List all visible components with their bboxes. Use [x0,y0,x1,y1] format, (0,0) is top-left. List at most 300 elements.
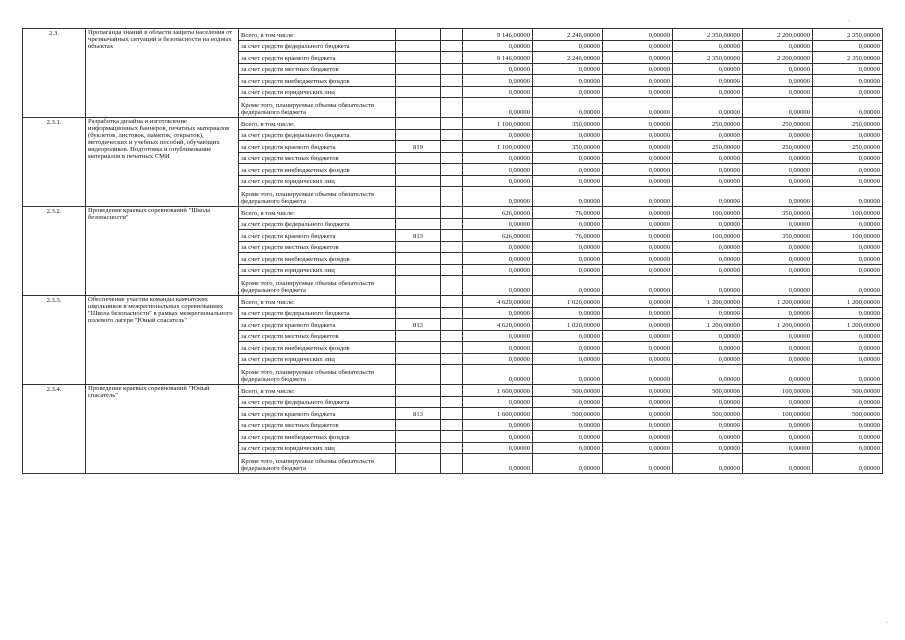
amount-cell: 2 350,00000 [673,29,743,41]
amount-cell: 2 350,00000 [813,52,883,64]
empty-cell [441,52,463,64]
funding-source-label: за счет средств внебюджетных фондов [239,164,396,176]
amount-cell: 1 200,00000 [673,296,743,308]
item-name: Проведение краевых соревнований "Школа безопасности" [86,207,239,296]
amount-cell: 350,00000 [743,207,813,219]
amount-cell: 0,00000 [743,241,813,253]
amount-cell: 0,00000 [673,264,743,276]
funding-source-label: за счет средств внебюджетных фондов [239,75,396,87]
department-code: 813 [396,408,441,420]
funding-source-label: Всего, в том числе: [239,385,396,397]
amount-cell: 0,00000 [603,29,673,41]
amount-cell: 0,00000 [813,442,883,454]
amount-cell: 0,00000 [813,187,883,207]
amount-cell: 0,00000 [533,218,603,230]
amount-cell: 0,00000 [673,330,743,342]
amount-cell: 0,00000 [743,253,813,265]
funding-source-label: за счет средств юридических лиц [239,175,396,187]
table-row [23,207,883,219]
empty-cell [441,454,463,474]
amount-cell: 0,00000 [463,40,533,52]
amount-cell: 0,00000 [533,175,603,187]
amount-cell: 0,00000 [673,75,743,87]
amount-cell: 0,00000 [673,175,743,187]
amount-cell: 0,00000 [743,40,813,52]
amount-cell: 2 200,00000 [743,29,813,41]
amount-cell: 350,00000 [533,118,603,130]
amount-cell: 1 600,00000 [463,385,533,397]
amount-cell: 2 200,00000 [743,52,813,64]
amount-cell: 0,00000 [463,241,533,253]
amount-cell: 0,00000 [673,187,743,207]
amount-cell: 0,00000 [813,419,883,431]
table-row [23,385,883,397]
empty-cell [441,218,463,230]
amount-cell: 100,00000 [743,385,813,397]
funding-source-label: за счет средств местных бюджетов [239,152,396,164]
amount-cell: 100,00000 [673,230,743,242]
amount-cell: 0,00000 [603,152,673,164]
amount-cell: 100,00000 [813,230,883,242]
empty-cell [441,307,463,319]
amount-cell: 0,00000 [533,253,603,265]
amount-cell: 626,00000 [463,207,533,219]
funding-source-label: за счет средств местных бюджетов [239,241,396,253]
amount-cell: 0,00000 [533,454,603,474]
amount-cell: 0,00000 [603,230,673,242]
department-code [396,353,441,365]
amount-cell: 0,00000 [743,353,813,365]
amount-cell: 0,00000 [813,307,883,319]
amount-cell: 0,00000 [603,353,673,365]
department-code [396,75,441,87]
empty-cell [441,75,463,87]
amount-cell: 0,00000 [603,118,673,130]
amount-cell: 0,00000 [813,253,883,265]
table-row [23,296,883,308]
item-name: Проведение краевых соревнований "Юный спасатель" [86,385,239,474]
amount-cell: 0,00000 [603,75,673,87]
amount-cell: 0,00000 [673,276,743,296]
amount-cell: 0,00000 [603,187,673,207]
amount-cell: 0,00000 [463,264,533,276]
amount-cell: 100,00000 [813,207,883,219]
empty-cell [441,353,463,365]
item-number: 2.3.3. [23,296,86,385]
amount-cell: 0,00000 [743,330,813,342]
amount-cell: 9 146,00000 [463,52,533,64]
amount-cell: 0,00000 [533,164,603,176]
amount-cell: 0,00000 [533,63,603,75]
budget-document [22,28,883,474]
empty-cell [441,276,463,296]
amount-cell: 0,00000 [603,207,673,219]
funding-source-label: за счет средств внебюджетных фондов [239,253,396,265]
amount-cell: 0,00000 [603,419,673,431]
amount-cell: 0,00000 [673,342,743,354]
empty-cell [441,207,463,219]
amount-cell: 0,00000 [533,152,603,164]
amount-cell: 100,00000 [673,207,743,219]
empty-cell [441,141,463,153]
budget-table [22,28,883,474]
amount-cell: 2 246,00000 [533,52,603,64]
amount-cell: 4 620,00000 [463,319,533,331]
amount-cell: 0,00000 [743,431,813,443]
amount-cell: 1 020,00000 [533,296,603,308]
amount-cell: 500,00000 [813,385,883,397]
amount-cell: 0,00000 [603,175,673,187]
amount-cell: 0,00000 [533,86,603,98]
amount-cell: 0,00000 [603,385,673,397]
amount-cell: 0,00000 [743,365,813,385]
department-code [396,63,441,75]
amount-cell: 250,00000 [673,141,743,153]
amount-cell: 0,00000 [673,40,743,52]
amount-cell: 0,00000 [533,353,603,365]
empty-cell [441,442,463,454]
amount-cell: 0,00000 [463,187,533,207]
amount-cell: 250,00000 [813,118,883,130]
funding-source-label: Кроме того, планируемые объемы обязательств федерального бюджета [239,276,396,296]
empty-cell [441,431,463,443]
department-code [396,175,441,187]
amount-cell: 0,00000 [743,218,813,230]
amount-cell: 0,00000 [463,330,533,342]
empty-cell [441,330,463,342]
empty-cell [441,342,463,354]
amount-cell: 0,00000 [603,52,673,64]
department-code [396,52,441,64]
department-code [396,342,441,354]
amount-cell: 0,00000 [533,431,603,443]
amount-cell: 0,00000 [533,40,603,52]
amount-cell: 0,00000 [743,175,813,187]
funding-source-label: Всего, в том числе: [239,296,396,308]
amount-cell: 0,00000 [463,63,533,75]
amount-cell: 0,00000 [603,40,673,52]
amount-cell: 0,00000 [673,396,743,408]
amount-cell: 0,00000 [743,442,813,454]
empty-cell [441,241,463,253]
department-code [396,365,441,385]
funding-source-label: за счет средств федерального бюджета [239,129,396,141]
amount-cell: 0,00000 [813,98,883,118]
empty-cell [441,86,463,98]
amount-cell: 0,00000 [813,175,883,187]
amount-cell: 76,00000 [533,230,603,242]
department-code [396,276,441,296]
amount-cell: 0,00000 [603,241,673,253]
amount-cell: 0,00000 [813,241,883,253]
amount-cell: 0,00000 [743,342,813,354]
amount-cell: 0,00000 [743,419,813,431]
amount-cell: 250,00000 [743,141,813,153]
empty-cell [441,396,463,408]
department-code [396,164,441,176]
amount-cell: 0,00000 [813,218,883,230]
amount-cell: 0,00000 [813,129,883,141]
amount-cell: 0,00000 [463,152,533,164]
amount-cell: 0,00000 [463,175,533,187]
funding-source-label: за счет средств федерального бюджета [239,396,396,408]
amount-cell: 0,00000 [743,396,813,408]
department-code [396,330,441,342]
table-row [23,118,883,130]
amount-cell: 0,00000 [463,276,533,296]
amount-cell: 500,00000 [673,408,743,420]
amount-cell: 0,00000 [603,264,673,276]
amount-cell: 0,00000 [813,330,883,342]
amount-cell: 0,00000 [673,419,743,431]
item-name: Обеспечение участия команды камчатских школьников в межрегиональных соревнованиях "Школа безопасности" в рамках межрегионального полевого лагеря "Юный спасатель" [86,296,239,385]
amount-cell: 0,00000 [813,75,883,87]
amount-cell: 1 100,00000 [463,118,533,130]
empty-cell [441,152,463,164]
department-code: 819 [396,141,441,153]
funding-source-label: за счет средств краевого бюджета [239,408,396,420]
amount-cell: 0,00000 [533,241,603,253]
amount-cell: 0,00000 [603,307,673,319]
empty-cell [441,385,463,397]
department-code [396,241,441,253]
amount-cell: 0,00000 [463,253,533,265]
amount-cell: 626,00000 [463,230,533,242]
amount-cell: 0,00000 [743,164,813,176]
amount-cell: 0,00000 [603,253,673,265]
amount-cell: 0,00000 [673,241,743,253]
amount-cell: 0,00000 [463,442,533,454]
department-code [396,454,441,474]
amount-cell: 0,00000 [603,129,673,141]
funding-source-label: за счет средств краевого бюджета [239,319,396,331]
amount-cell: 0,00000 [743,129,813,141]
funding-source-label: за счет средств федерального бюджета [239,40,396,52]
amount-cell: 9 146,00000 [463,29,533,41]
department-code [396,207,441,219]
amount-cell: 0,00000 [743,264,813,276]
amount-cell: 0,00000 [603,454,673,474]
item-number: 2.3.4. [23,385,86,474]
funding-source-label: за счет средств юридических лиц [239,442,396,454]
amount-cell: 0,00000 [743,86,813,98]
amount-cell: 0,00000 [603,319,673,331]
amount-cell: 0,00000 [673,353,743,365]
department-code [396,187,441,207]
amount-cell: 0,00000 [813,454,883,474]
amount-cell: 0,00000 [673,454,743,474]
amount-cell: 0,00000 [533,365,603,385]
amount-cell: 250,00000 [813,141,883,153]
amount-cell: 0,00000 [673,98,743,118]
amount-cell: 0,00000 [743,152,813,164]
amount-cell: 1 200,00000 [813,319,883,331]
amount-cell: 0,00000 [813,152,883,164]
amount-cell: 0,00000 [813,431,883,443]
funding-source-label: Кроме того, планируемые объемы обязательств федерального бюджета [239,98,396,118]
empty-cell [441,129,463,141]
amount-cell: 0,00000 [603,86,673,98]
empty-cell [441,230,463,242]
amount-cell: 0,00000 [603,218,673,230]
amount-cell: 2 350,00000 [673,52,743,64]
amount-cell: 0,00000 [603,396,673,408]
item-number: 2.3.2. [23,207,86,296]
amount-cell: 0,00000 [813,264,883,276]
amount-cell: 1 600,00000 [463,408,533,420]
amount-cell: 100,00000 [743,408,813,420]
department-code [396,253,441,265]
funding-source-label: за счет средств внебюджетных фондов [239,342,396,354]
item-number: 2.3. [23,29,86,118]
department-code [396,442,441,454]
amount-cell: 0,00000 [533,98,603,118]
amount-cell: 0,00000 [603,276,673,296]
funding-source-label: Всего, в том числе: [239,29,396,41]
empty-cell [441,187,463,207]
amount-cell: 0,00000 [673,307,743,319]
amount-cell: 0,00000 [533,75,603,87]
amount-cell: 250,00000 [743,118,813,130]
department-code [396,307,441,319]
amount-cell: 0,00000 [533,307,603,319]
amount-cell: 0,00000 [743,454,813,474]
amount-cell: 0,00000 [673,253,743,265]
funding-source-label: за счет средств краевого бюджета [239,141,396,153]
amount-cell: 0,00000 [463,396,533,408]
amount-cell: 0,00000 [533,442,603,454]
amount-cell: 0,00000 [673,152,743,164]
amount-cell: 0,00000 [813,365,883,385]
amount-cell: 0,00000 [673,442,743,454]
amount-cell: 350,00000 [743,230,813,242]
empty-cell [441,264,463,276]
funding-source-label: за счет средств юридических лиц [239,353,396,365]
department-code [396,29,441,41]
amount-cell: 0,00000 [813,276,883,296]
funding-source-label: за счет средств юридических лиц [239,86,396,98]
empty-cell [441,319,463,331]
amount-cell: 0,00000 [463,431,533,443]
amount-cell: 0,00000 [603,330,673,342]
amount-cell: 0,00000 [813,353,883,365]
empty-cell [441,63,463,75]
amount-cell: 0,00000 [743,98,813,118]
amount-cell: 0,00000 [813,396,883,408]
funding-source-label: Кроме того, планируемые объемы обязательств федерального бюджета [239,187,396,207]
amount-cell: 0,00000 [673,129,743,141]
funding-source-label: за счет средств местных бюджетов [239,63,396,75]
amount-cell: 500,00000 [673,385,743,397]
amount-cell: 0,00000 [533,419,603,431]
empty-cell [441,408,463,420]
department-code [396,218,441,230]
amount-cell: 0,00000 [673,86,743,98]
item-number: 2.3.1. [23,118,86,207]
funding-source-label: Кроме того, планируемые объемы обязательств федерального бюджета [239,454,396,474]
empty-cell [441,164,463,176]
amount-cell: 0,00000 [743,187,813,207]
amount-cell: 0,00000 [533,396,603,408]
amount-cell: 0,00000 [463,353,533,365]
empty-cell [441,253,463,265]
amount-cell: 0,00000 [463,454,533,474]
funding-source-label: Всего, в том числе: [239,207,396,219]
department-code [396,129,441,141]
amount-cell: 0,00000 [743,75,813,87]
department-code [396,396,441,408]
empty-cell [441,40,463,52]
amount-cell: 0,00000 [603,408,673,420]
item-name: Пропаганда знаний в области защиты населения от чрезвычайных ситуаций и безопасности на водных объектах [86,29,239,118]
funding-source-label: за счет средств внебюджетных фондов [239,431,396,443]
empty-cell [441,29,463,41]
scan-speck [886,622,887,623]
funding-source-label: за счет средств краевого бюджета [239,52,396,64]
amount-cell: 0,00000 [813,63,883,75]
amount-cell: 0,00000 [463,307,533,319]
amount-cell: 0,00000 [673,63,743,75]
amount-cell: 0,00000 [603,431,673,443]
department-code [396,264,441,276]
amount-cell: 0,00000 [743,307,813,319]
amount-cell: 0,00000 [463,342,533,354]
amount-cell: 0,00000 [463,98,533,118]
amount-cell: 0,00000 [533,276,603,296]
empty-cell [441,419,463,431]
funding-source-label: за счет средств местных бюджетов [239,419,396,431]
funding-source-label: за счет средств федерального бюджета [239,218,396,230]
amount-cell: 2 246,00000 [533,29,603,41]
amount-cell: 0,00000 [603,342,673,354]
amount-cell: 0,00000 [603,365,673,385]
amount-cell: 0,00000 [743,63,813,75]
empty-cell [441,296,463,308]
funding-source-label: за счет средств федерального бюджета [239,307,396,319]
funding-source-label: за счет средств юридических лиц [239,264,396,276]
amount-cell: 0,00000 [603,98,673,118]
amount-cell: 0,00000 [813,164,883,176]
funding-source-label: за счет средств краевого бюджета [239,230,396,242]
funding-source-label: Кроме того, планируемые объемы обязательств федерального бюджета [239,365,396,385]
amount-cell: 1 200,00000 [743,319,813,331]
department-code [396,118,441,130]
amount-cell: 0,00000 [603,296,673,308]
amount-cell: 76,00000 [533,207,603,219]
amount-cell: 1 200,00000 [743,296,813,308]
amount-cell: 0,00000 [673,431,743,443]
amount-cell: 0,00000 [533,187,603,207]
amount-cell: 1 200,00000 [673,319,743,331]
amount-cell: 500,00000 [533,385,603,397]
amount-cell: 0,00000 [533,264,603,276]
amount-cell: 500,00000 [813,408,883,420]
amount-cell: 0,00000 [463,365,533,385]
amount-cell: 0,00000 [463,75,533,87]
amount-cell: 1 200,00000 [813,296,883,308]
amount-cell: 0,00000 [533,129,603,141]
amount-cell: 0,00000 [533,342,603,354]
amount-cell: 0,00000 [463,129,533,141]
amount-cell: 0,00000 [673,218,743,230]
item-name: Разработка дизайна и изготовление информационных баннеров, печатных материалов (буклетов, листовок, памяток, открыток), методических и учебных пособий, обучающих видеороликов. Подготовка и опубликование материалов в печатных СМИ [86,118,239,207]
amount-cell: 0,00000 [743,276,813,296]
empty-cell [441,365,463,385]
amount-cell: 250,00000 [673,118,743,130]
amount-cell: 1 100,00000 [463,141,533,153]
department-code [396,86,441,98]
funding-source-label: Всего, в том числе: [239,118,396,130]
